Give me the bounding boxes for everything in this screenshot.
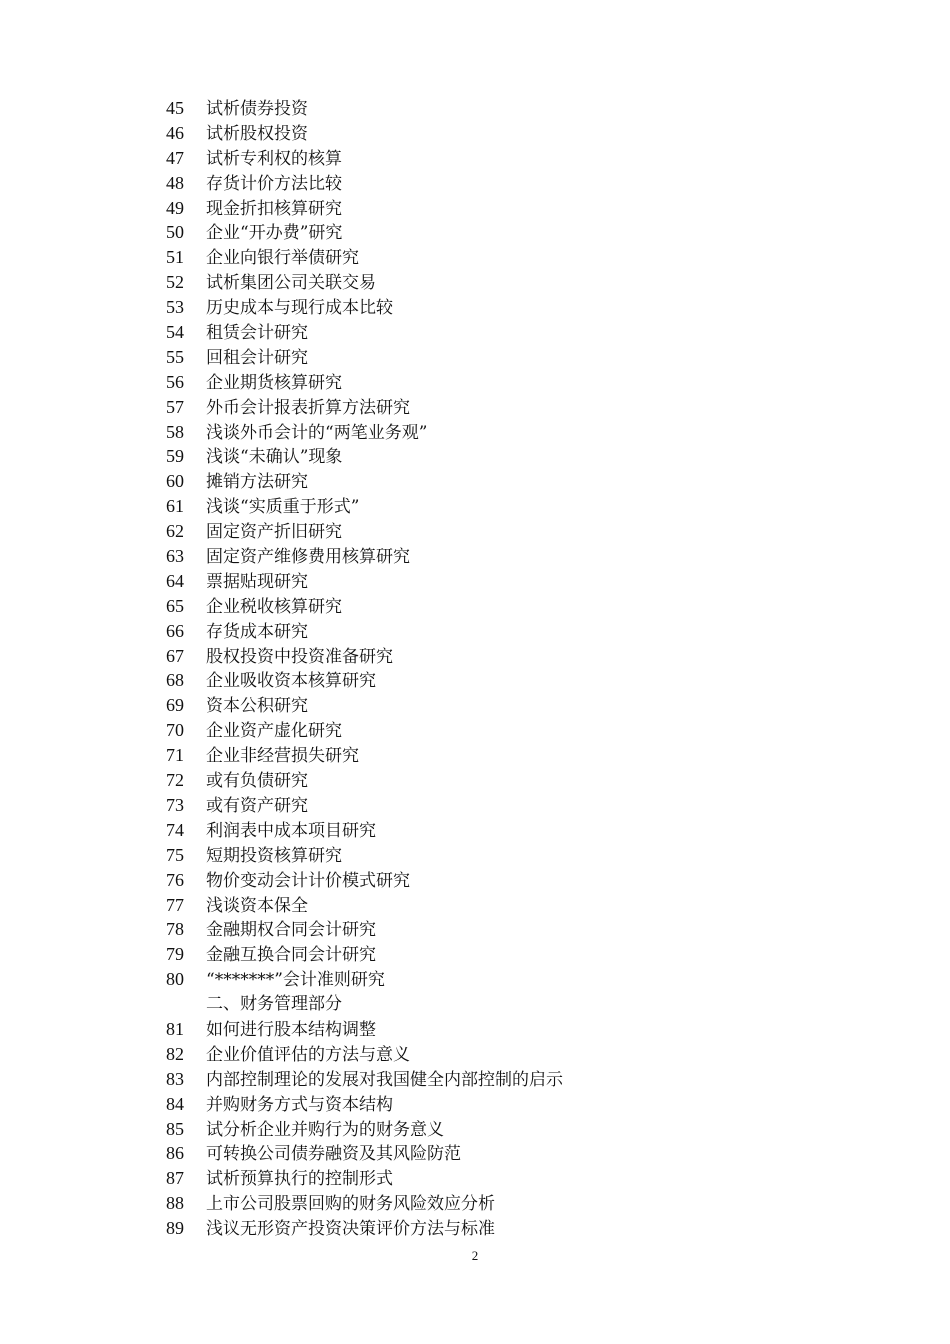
item-number: 65 xyxy=(166,595,184,616)
item-number: 70 xyxy=(166,720,184,741)
item-number: 50 xyxy=(166,222,184,243)
item-text: 存货成本研究 xyxy=(206,621,308,642)
list-item xyxy=(166,693,866,718)
list-item xyxy=(166,420,866,445)
list-item xyxy=(166,494,866,519)
item-text: 股权投资中投资准备研究 xyxy=(206,646,393,667)
item-text: 租赁会计研究 xyxy=(206,323,308,344)
item-text: 回租会计研究 xyxy=(206,347,308,368)
list-item xyxy=(166,320,866,345)
item-number: 85 xyxy=(166,1118,184,1139)
item-number: 86 xyxy=(166,1143,184,1164)
item-number: 83 xyxy=(166,1068,184,1089)
item-text: 存货计价方法比较 xyxy=(206,173,342,194)
list-item xyxy=(166,967,866,992)
item-number: 81 xyxy=(166,1018,184,1039)
item-number: 49 xyxy=(166,197,184,218)
item-text: 浅议无形资产投资决策评价方法与标准 xyxy=(206,1219,495,1240)
item-number: 88 xyxy=(166,1193,184,1214)
item-text: 物价变动会计计价模式研究 xyxy=(206,870,410,891)
item-text: 短期投资核算研究 xyxy=(206,845,342,866)
item-number: 56 xyxy=(166,371,184,392)
list-item xyxy=(166,768,866,793)
item-text: “*******”会计准则研究 xyxy=(206,970,385,991)
item-number: 61 xyxy=(166,496,184,517)
item-text: 企业向银行举债研究 xyxy=(206,248,359,269)
list-item xyxy=(166,245,866,270)
item-text: 试分析企业并购行为的财务意义 xyxy=(206,1119,444,1140)
item-text: 现金折扣核算研究 xyxy=(206,198,342,219)
item-number: 76 xyxy=(166,869,184,890)
item-number: 72 xyxy=(166,770,184,791)
list-item xyxy=(166,1067,866,1092)
list-item xyxy=(166,569,866,594)
list-item xyxy=(166,395,866,420)
list-item xyxy=(166,146,866,171)
item-number: 54 xyxy=(166,322,184,343)
item-number: 80 xyxy=(166,969,184,990)
item-number: 89 xyxy=(166,1218,184,1239)
list-item xyxy=(166,793,866,818)
item-number: 59 xyxy=(166,446,184,467)
list-item xyxy=(166,743,866,768)
item-text: 二、财务管理部分 xyxy=(206,994,342,1015)
item-text: 试析集团公司关联交易 xyxy=(206,273,376,294)
list-item xyxy=(166,370,866,395)
item-text: 摊销方法研究 xyxy=(206,472,308,493)
item-text: 利润表中成本项目研究 xyxy=(206,820,376,841)
item-number: 46 xyxy=(166,122,184,143)
list-item xyxy=(166,594,866,619)
item-number: 87 xyxy=(166,1168,184,1189)
list-item xyxy=(166,121,866,146)
item-text: 固定资产维修费用核算研究 xyxy=(206,547,410,568)
item-number: 52 xyxy=(166,272,184,293)
item-number: 75 xyxy=(166,844,184,865)
list-item xyxy=(166,644,866,669)
item-number: 66 xyxy=(166,620,184,641)
item-text: 资本公积研究 xyxy=(206,696,308,717)
item-number: 67 xyxy=(166,645,184,666)
list-item xyxy=(166,519,866,544)
item-text: 或有负债研究 xyxy=(206,771,308,792)
item-number: 47 xyxy=(166,147,184,168)
item-text: 票据贴现研究 xyxy=(206,571,308,592)
item-number: 58 xyxy=(166,421,184,442)
list-item xyxy=(166,444,866,469)
item-text: 企业价值评估的方法与意义 xyxy=(206,1044,410,1065)
list-item xyxy=(166,818,866,843)
list-item xyxy=(166,893,866,918)
item-text: 试析债券投资 xyxy=(206,99,308,119)
item-text: 金融期权合同会计研究 xyxy=(206,920,376,941)
list-item xyxy=(166,868,866,893)
item-text: 企业资产虚化研究 xyxy=(206,721,342,742)
item-text: 企业“开办费”研究 xyxy=(206,223,343,244)
item-number: 55 xyxy=(166,346,184,367)
item-text: 企业吸收资本核算研究 xyxy=(206,671,376,692)
item-number: 57 xyxy=(166,396,184,417)
item-text: 试析专利权的核算 xyxy=(206,148,342,169)
list-item xyxy=(166,843,866,868)
list-item xyxy=(166,171,866,196)
list-item xyxy=(166,1092,866,1117)
list-item xyxy=(166,942,866,967)
item-number: 71 xyxy=(166,745,184,766)
item-number: 82 xyxy=(166,1043,184,1064)
item-text: 企业税收核算研究 xyxy=(206,596,342,617)
item-number: 78 xyxy=(166,919,184,940)
item-text: 浅谈资本保全 xyxy=(206,895,308,916)
item-text: 浅谈“未确认”现象 xyxy=(206,447,343,468)
item-text: 并购财务方式与资本结构 xyxy=(206,1094,393,1115)
item-text: 企业非经营损失研究 xyxy=(206,746,359,767)
item-text: 固定资产折旧研究 xyxy=(206,522,342,543)
list-item xyxy=(166,270,866,295)
list-item xyxy=(166,668,866,693)
item-number: 73 xyxy=(166,794,184,815)
item-number: 84 xyxy=(166,1093,184,1114)
list-item xyxy=(166,544,866,569)
item-text: 试析股权投资 xyxy=(206,123,308,144)
item-number: 53 xyxy=(166,297,184,318)
item-number: 60 xyxy=(166,471,184,492)
item-text: 可转换公司债券融资及其风险防范 xyxy=(206,1144,461,1165)
item-number: 68 xyxy=(166,670,184,691)
item-text: 浅谈“实质重于形式” xyxy=(206,497,360,518)
item-number: 79 xyxy=(166,944,184,965)
item-text: 浅谈外币会计的“两笔业务观” xyxy=(206,422,428,443)
item-text: 如何进行股本结构调整 xyxy=(206,1019,376,1040)
topic-list xyxy=(166,96,866,1241)
list-item xyxy=(166,917,866,942)
page-number: 2 xyxy=(471,1248,479,1263)
list-item xyxy=(166,295,866,320)
item-number: 48 xyxy=(166,172,184,193)
section-heading xyxy=(166,992,866,1017)
list-item xyxy=(166,718,866,743)
item-text: 历史成本与现行成本比较 xyxy=(206,298,393,319)
list-item xyxy=(166,96,866,121)
list-item xyxy=(166,220,866,245)
item-text: 内部控制理论的发展对我国健全内部控制的启示 xyxy=(206,1069,563,1090)
list-item xyxy=(166,1141,866,1166)
item-text: 试析预算执行的控制形式 xyxy=(206,1169,393,1190)
list-item xyxy=(166,1042,866,1067)
list-item xyxy=(166,196,866,221)
item-text: 金融互换合同会计研究 xyxy=(206,945,376,966)
list-item xyxy=(166,469,866,494)
item-number: 63 xyxy=(166,546,184,567)
item-number: 51 xyxy=(166,247,184,268)
list-item xyxy=(166,1191,866,1216)
item-number: 69 xyxy=(166,695,184,716)
item-text: 企业期货核算研究 xyxy=(206,372,342,393)
item-text: 或有资产研究 xyxy=(206,795,308,816)
list-item xyxy=(166,1017,866,1042)
item-text: 上市公司股票回购的财务风险效应分析 xyxy=(206,1194,495,1215)
list-item xyxy=(166,1117,866,1142)
item-number: 74 xyxy=(166,819,184,840)
list-item xyxy=(166,345,866,370)
item-number: 62 xyxy=(166,521,184,542)
item-text: 外币会计报表折算方法研究 xyxy=(206,397,410,418)
item-number: 45 xyxy=(166,98,184,118)
item-number: 64 xyxy=(166,570,184,591)
list-item xyxy=(166,1166,866,1191)
item-number: 77 xyxy=(166,894,184,915)
list-item xyxy=(166,1216,866,1241)
list-item xyxy=(166,619,866,644)
